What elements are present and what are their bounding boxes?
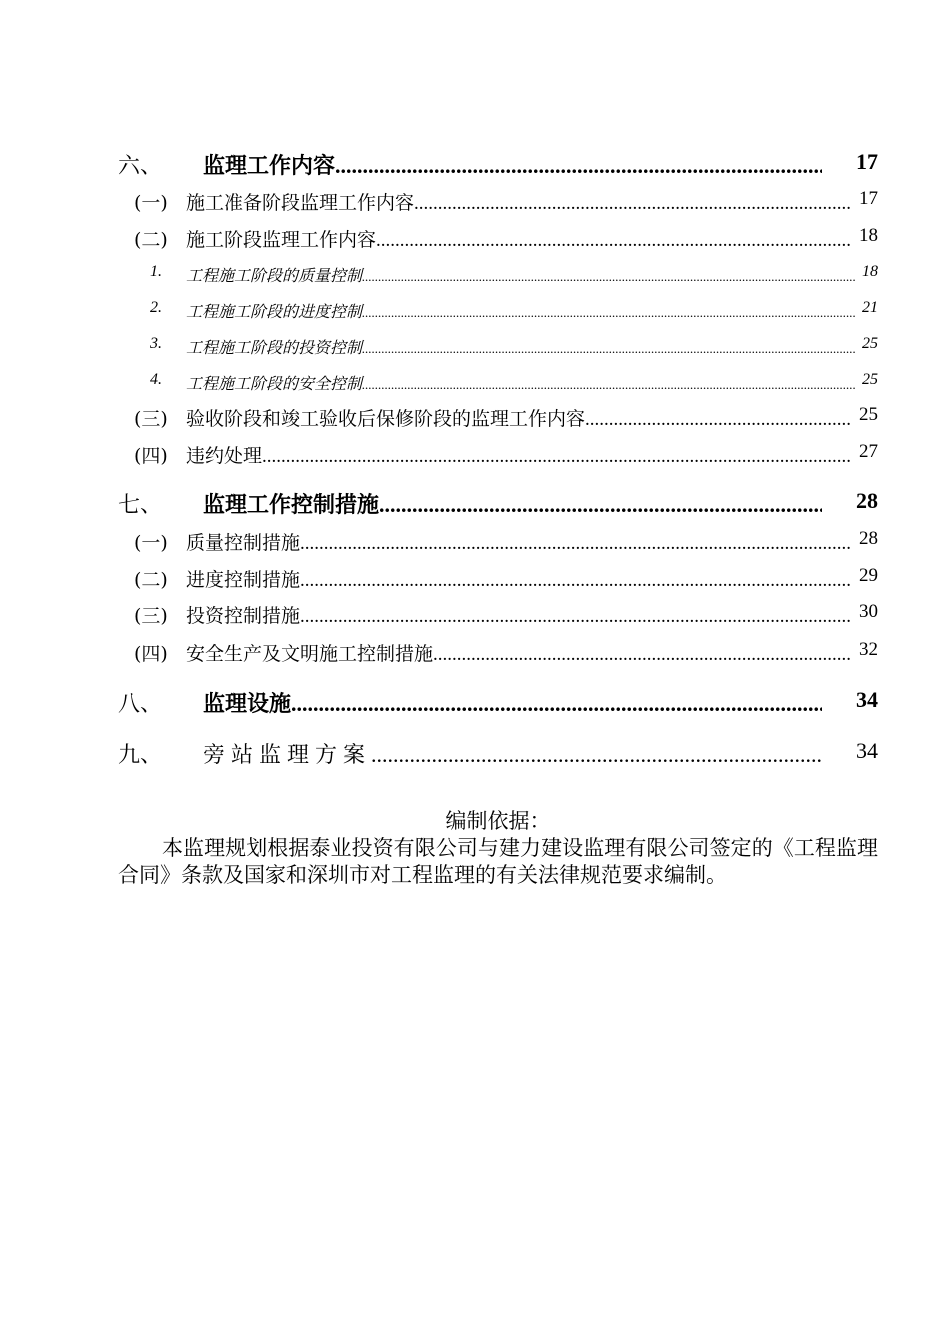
toc-number: (一): [134, 532, 168, 554]
toc-label: 工程施工阶段的质量控制: [186, 266, 363, 285]
toc-number: 八、: [118, 692, 163, 717]
toc-label: 监理设施: [203, 692, 292, 717]
toc-label: 旁站监理方案: [203, 743, 372, 768]
toc-page-number: 32: [859, 639, 878, 660]
toc-label: 投资控制措施: [186, 605, 301, 627]
toc-page-number: 29: [859, 565, 878, 586]
toc-number: (三): [134, 605, 168, 627]
toc-entry-9[interactable]: [0, 738, 950, 768]
dot-leader: [433, 643, 850, 666]
toc-label: 安全生产及文明施工控制措施: [186, 643, 434, 665]
basis-title: 编制依据：: [445, 809, 551, 833]
toc-entry-6[interactable]: [0, 149, 950, 179]
toc-number: 4.: [150, 371, 162, 388]
toc-number: 七、: [118, 493, 163, 518]
toc-entry-6-2-4[interactable]: [0, 371, 950, 401]
dot-leader: [376, 229, 850, 252]
toc-label: 违约处理: [186, 445, 263, 467]
toc-label: 质量控制措施: [186, 532, 301, 554]
toc-page-number: 17: [856, 149, 878, 174]
dot-leader: [300, 605, 850, 628]
toc-number: 六、: [118, 154, 163, 179]
toc-page-number: 28: [859, 528, 878, 549]
toc-page-number: 27: [859, 441, 878, 462]
dot-leader: [300, 532, 850, 555]
compilation-basis: [118, 808, 878, 889]
toc-entry-6-3[interactable]: [0, 404, 950, 434]
toc-number: (二): [134, 229, 168, 251]
toc-label: 施工准备阶段监理工作内容: [186, 192, 415, 214]
toc-page-number: 25: [859, 404, 878, 425]
toc-page-number: 34: [856, 738, 878, 763]
toc-entry-7-3[interactable]: [0, 601, 950, 631]
toc-label: 监理工作内容: [203, 154, 336, 179]
toc-number: 九、: [118, 743, 163, 768]
toc-entry-6-2-3[interactable]: [0, 335, 950, 365]
dot-leader: [362, 266, 856, 285]
dot-leader: [362, 374, 856, 393]
toc-entry-7-2[interactable]: [0, 565, 950, 595]
toc-entry-6-4[interactable]: [0, 441, 950, 471]
toc-number: (一): [134, 192, 168, 214]
toc-label: 工程施工阶段的进度控制: [186, 302, 363, 321]
toc-page-number: 17: [859, 188, 878, 209]
dot-leader: [414, 192, 850, 215]
toc-number: 3.: [150, 335, 162, 352]
toc-page-number: 28: [856, 488, 878, 513]
toc-entry-6-2-1[interactable]: [0, 263, 950, 293]
dot-leader: [371, 742, 822, 768]
dot-leader: [291, 691, 822, 717]
toc-label: 监理工作控制措施: [203, 493, 380, 518]
toc-label: 工程施工阶段的安全控制: [186, 374, 363, 393]
basis-paragraph: 本监理规划根据泰业投资有限公司与建力建设监理有限公司签定的《工程监理合同》条款及国家和深圳市对工程监理的有关法律规范要求编制。: [118, 836, 878, 887]
toc-page-number: 30: [859, 601, 878, 622]
toc-entry-6-2-2[interactable]: [0, 299, 950, 329]
toc-entry-6-2[interactable]: [0, 225, 950, 255]
toc-page-number: 21: [862, 299, 878, 316]
toc-entry-6-1[interactable]: [0, 188, 950, 218]
toc-page-number: 34: [856, 687, 878, 712]
dot-leader: [362, 338, 856, 357]
toc-label: 进度控制措施: [186, 569, 301, 591]
toc-number: (四): [134, 445, 168, 467]
toc-page-number: 25: [862, 371, 878, 388]
toc-page-number: 25: [862, 335, 878, 352]
dot-leader: [585, 408, 850, 431]
toc-number: (四): [134, 643, 168, 665]
dot-leader: [262, 445, 850, 468]
toc-number: 2.: [150, 299, 162, 316]
toc-label: 施工阶段监理工作内容: [186, 229, 377, 251]
toc-entry-7[interactable]: [0, 488, 950, 518]
toc-page-number: 18: [859, 225, 878, 246]
toc-label: 验收阶段和竣工验收后保修阶段的监理工作内容: [186, 408, 586, 430]
dot-leader: [379, 492, 822, 518]
toc-entry-8[interactable]: [0, 687, 950, 717]
toc-label: 工程施工阶段的投资控制: [186, 338, 363, 357]
toc-entry-7-4[interactable]: [0, 639, 950, 669]
dot-leader: [362, 302, 856, 321]
dot-leader: [300, 569, 850, 592]
toc-number: (三): [134, 408, 168, 430]
dot-leader: [335, 153, 822, 179]
toc-entry-7-1[interactable]: [0, 528, 950, 558]
toc-number: 1.: [150, 263, 162, 280]
toc-number: (二): [134, 569, 168, 591]
toc-page-number: 18: [862, 263, 878, 280]
